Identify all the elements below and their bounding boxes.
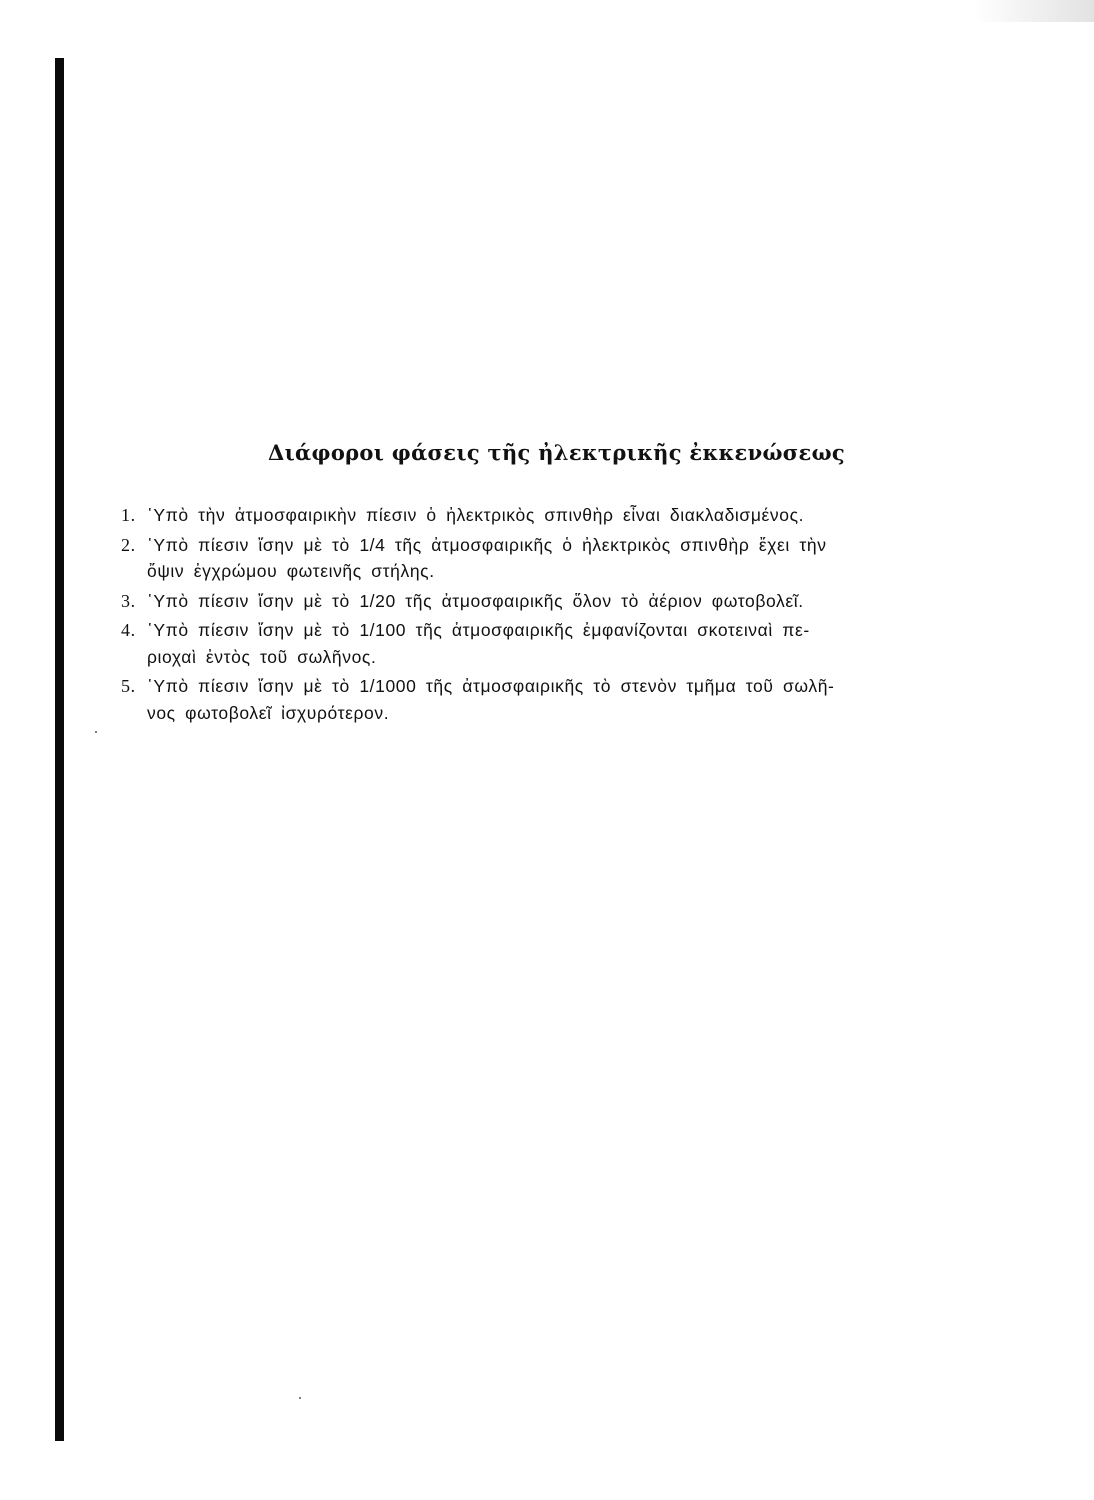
item-text-continuation: ριοχαὶ ἐντὸς τοῦ σωλῆνος. [147, 646, 377, 667]
scan-speck [95, 731, 97, 733]
page-title: Διάφοροι φάσεις τῆς ἠλεκτρικῆς ἐκκενώσεως [268, 440, 846, 465]
scan-shading [974, 0, 1094, 22]
item-text: ῾Υπὸ τὴν ἀτμοσφαιρικὴν πίεσιν ὁ ἠλεκτρικὸς σπινθὴρ εἶναι διακλαδισμένος. [147, 505, 805, 525]
binding-edge [55, 58, 64, 1441]
item-number: 2. [121, 534, 136, 555]
item-text: ῾Υπὸ πίεσιν ἴσην μὲ τὸ 1/20 τῆς ἀτμοσφαιρικῆς ὅλον τὸ ἀέριον φωτοβολεῖ. [147, 590, 804, 611]
item-text: ῾Υπὸ πίεσιν ἴσην μὲ τὸ 1/4 τῆς ἀτμοσφαιρικῆς ὁ ἠλεκτρικὸς σπινθὴρ ἔχει τὴν [147, 534, 827, 555]
item-text: ῾Υπὸ πίεσιν ἴσην μὲ τὸ 1/1000 τῆς ἀτμοσφαιρικῆς τὸ στενὸν τμῆμα τοῦ σωλῆ- [147, 676, 835, 696]
list-item [121, 588, 961, 615]
item-text: ῾Υπὸ πίεσιν ἴσην μὲ τὸ 1/100 τῆς ἀτμοσφαιρικῆς ἐμφανίζονται σκοτειναὶ πε- [147, 620, 810, 640]
list-item [121, 502, 961, 529]
item-number: 5. [121, 676, 136, 696]
item-text-continuation: ὄψιν ἐγχρώμου φωτεινῆς στήλης. [147, 561, 435, 581]
list-item [121, 673, 961, 726]
scan-speck [299, 1397, 301, 1399]
list-item [121, 617, 961, 670]
list-item [121, 532, 961, 585]
item-number: 1. [121, 505, 136, 525]
item-number: 4. [121, 620, 136, 640]
phase-list [121, 502, 961, 729]
item-number: 3. [121, 590, 136, 611]
item-text-continuation: νος φωτοβολεῖ ἰσχυρότερον. [147, 702, 390, 723]
